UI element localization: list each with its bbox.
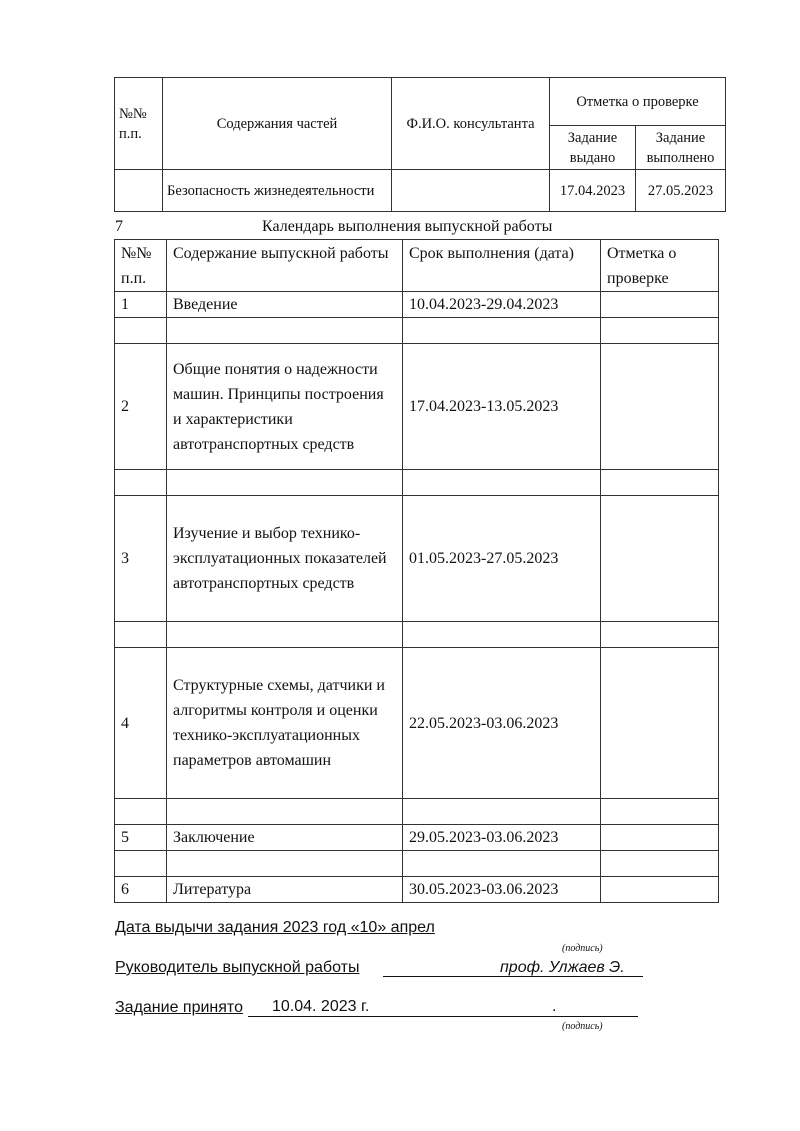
row-num: 6 bbox=[115, 877, 167, 903]
cal-header-num: №№ п.п. bbox=[115, 240, 167, 292]
row-term: 29.05.2023-03.06.2023 bbox=[403, 825, 601, 851]
header-num: №№ п.п. bbox=[115, 78, 163, 170]
cal-header-check: Отметка о проверке bbox=[601, 240, 719, 292]
accepted-label: Задание принято bbox=[115, 999, 243, 1016]
row-term: 10.04.2023-29.04.2023 bbox=[403, 292, 601, 318]
spacer-row bbox=[115, 470, 719, 496]
issue-date-line: Дата выдычи задания 2023 год «10» апрел bbox=[115, 919, 435, 936]
row-content: Введение bbox=[167, 292, 403, 318]
row-num: 2 bbox=[115, 344, 167, 470]
row-content: Литература bbox=[167, 877, 403, 903]
section-title: Календарь выполнения выпускной работы bbox=[262, 218, 553, 235]
cal-header-term: Срок выполнения (дата) bbox=[403, 240, 601, 292]
spacer-row bbox=[115, 318, 719, 344]
row-term: 01.05.2023-27.05.2023 bbox=[403, 496, 601, 622]
row-check bbox=[601, 648, 719, 799]
table-row bbox=[115, 825, 719, 851]
row-term: 17.04.2023-13.05.2023 bbox=[403, 344, 601, 470]
cell-done: 27.05.2023 bbox=[636, 170, 726, 212]
row-term: 30.05.2023-03.06.2023 bbox=[403, 877, 601, 903]
row-content: Заключение bbox=[167, 825, 403, 851]
supervisor-name: проф. Улжаев Э. bbox=[500, 959, 625, 976]
header-content: Содержания частей bbox=[163, 78, 392, 170]
row-num: 5 bbox=[115, 825, 167, 851]
section-number: 7 bbox=[115, 218, 123, 235]
row-check bbox=[601, 292, 719, 318]
table-row bbox=[115, 496, 719, 622]
accepted-line bbox=[115, 998, 243, 1018]
accepted-date: 10.04. 2023 г. bbox=[272, 998, 370, 1015]
cell-issued: 17.04.2023 bbox=[550, 170, 636, 212]
accepted-dot: . bbox=[552, 998, 557, 1015]
cal-header-content: Содержание выпускной работы bbox=[167, 240, 403, 292]
spacer-row bbox=[115, 799, 719, 825]
header-check: Отметка о проверке bbox=[550, 78, 726, 126]
header-issued: Задание выдано bbox=[550, 126, 636, 170]
table-row bbox=[115, 292, 719, 318]
table-row bbox=[115, 648, 719, 799]
header-done: Задание выполнено bbox=[636, 126, 726, 170]
row-content: Изучение и выбор технико-эксплуатационных показателей автотранспортных средств bbox=[167, 496, 403, 622]
row-term: 22.05.2023-03.06.2023 bbox=[403, 648, 601, 799]
row-content: Общие понятия о надежности машин. Принципы построения и характеристики автотранспортных средств bbox=[167, 344, 403, 470]
signature-hint-2: (подпись) bbox=[562, 1021, 603, 1032]
supervisor-label: Руководитель выпускной работы bbox=[115, 959, 360, 976]
consultants-table bbox=[114, 77, 726, 212]
table-row bbox=[115, 170, 726, 212]
cell-num bbox=[115, 170, 163, 212]
table-row bbox=[115, 344, 719, 470]
spacer-row bbox=[115, 851, 719, 877]
spacer-row bbox=[115, 622, 719, 648]
row-num: 4 bbox=[115, 648, 167, 799]
row-check bbox=[601, 344, 719, 470]
row-check bbox=[601, 825, 719, 851]
header-fio: Ф.И.О. консультанта bbox=[392, 78, 550, 170]
cell-content: Безопасность жизнедеятельности bbox=[163, 170, 392, 212]
row-check bbox=[601, 877, 719, 903]
row-content: Структурные схемы, датчики и алгоритмы контроля и оценки технико-эксплуатационных параметров автомашин bbox=[167, 648, 403, 799]
calendar-table bbox=[114, 239, 719, 903]
supervisor-line bbox=[115, 958, 359, 978]
row-check bbox=[601, 496, 719, 622]
signature-hint: (подпись) bbox=[562, 943, 603, 954]
row-num: 3 bbox=[115, 496, 167, 622]
row-num: 1 bbox=[115, 292, 167, 318]
table-row bbox=[115, 877, 719, 903]
cell-fio bbox=[392, 170, 550, 212]
